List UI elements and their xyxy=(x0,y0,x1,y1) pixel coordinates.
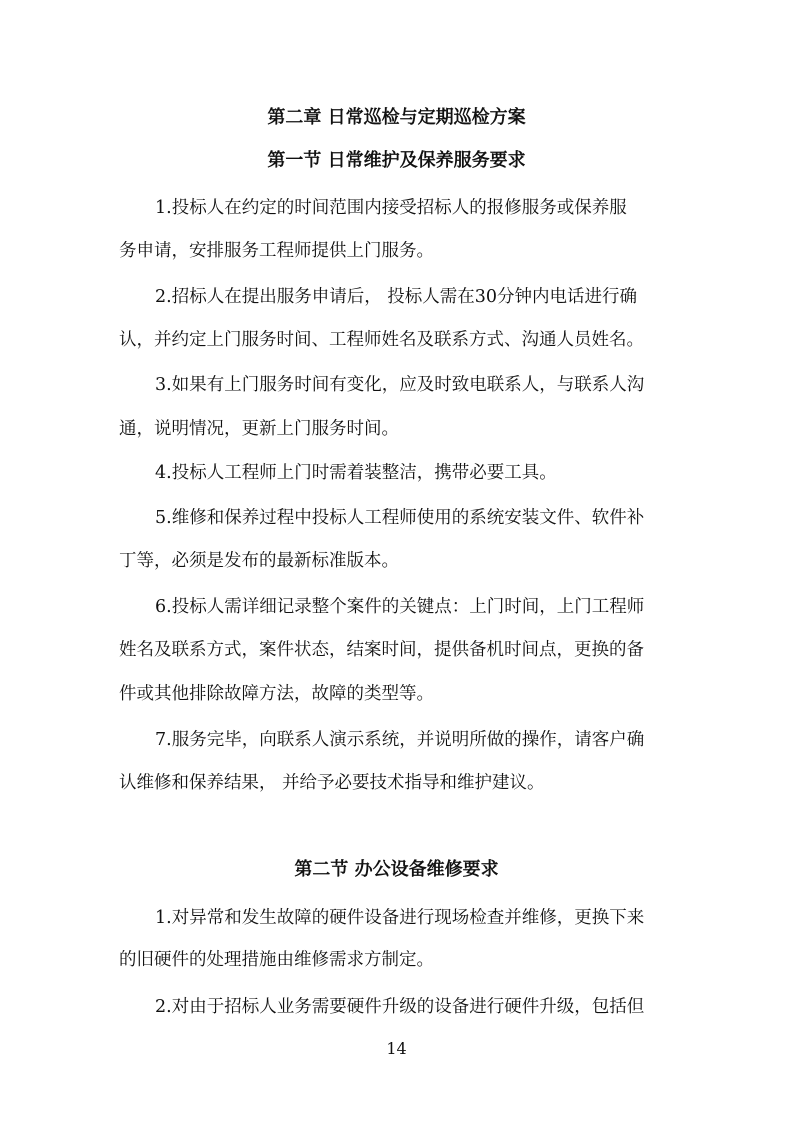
paragraph-line: 通，说明情况，更新上门服务时间。 xyxy=(119,419,399,439)
paragraph-line: 2.对由于招标人业务需要硬件升级的设备进行硬件升级，包括但 xyxy=(155,997,645,1017)
chapter-title: 第二章 日常巡检与定期巡检方案 xyxy=(267,107,526,128)
paragraph-line: 7.服务完毕，向联系人演示系统，并说明所做的操作，请客户确 xyxy=(155,730,645,750)
paragraph-line: 的旧硬件的处理措施由维修需求方制定。 xyxy=(119,950,434,970)
paragraph-line: 姓名及联系方式，案件状态，结案时间，提供备机时间点，更换的备 xyxy=(119,640,644,660)
page-number: 14 xyxy=(386,1039,407,1058)
paragraph-line: 认，并约定上门服务时间、工程师姓名及联系方式、沟通人员姓名。 xyxy=(119,330,644,350)
section-title: 第一节 日常维护及保养服务要求 xyxy=(267,150,526,171)
paragraph-line: 2.招标人在提出服务申请后， 投标人需在30分钟内电话进行确 xyxy=(155,287,638,307)
section-title: 第二节 办公设备维修要求 xyxy=(294,859,499,880)
paragraph-line: 1.投标人在约定的时间范围内接受招标人的报修服务或保养服 xyxy=(155,198,627,218)
paragraph-line: 3.如果有上门服务时间有变化，应及时致电联系人，与联系人沟 xyxy=(155,375,645,395)
paragraph-line: 4.投标人工程师上门时需着装整洁，携带必要工具。 xyxy=(155,463,557,483)
paragraph-line: 丁等，必须是发布的最新标准版本。 xyxy=(119,551,399,571)
paragraph-line: 6.投标人需详细记录整个案件的关键点：上门时间，上门工程师 xyxy=(155,597,645,617)
paragraph-line: 件或其他排除故障方法，故障的类型等。 xyxy=(119,684,434,704)
paragraph-line: 5.维修和保养过程中投标人工程师使用的系统安装文件、软件补 xyxy=(155,508,645,528)
paragraph-line: 认维修和保养结果， 并给予必要技术指导和维护建议。 xyxy=(119,773,545,793)
paragraph-line: 务申请，安排服务工程师提供上门服务。 xyxy=(119,241,434,261)
paragraph-line: 1.对异常和发生故障的硬件设备进行现场检查并维修，更换下来 xyxy=(155,908,645,928)
